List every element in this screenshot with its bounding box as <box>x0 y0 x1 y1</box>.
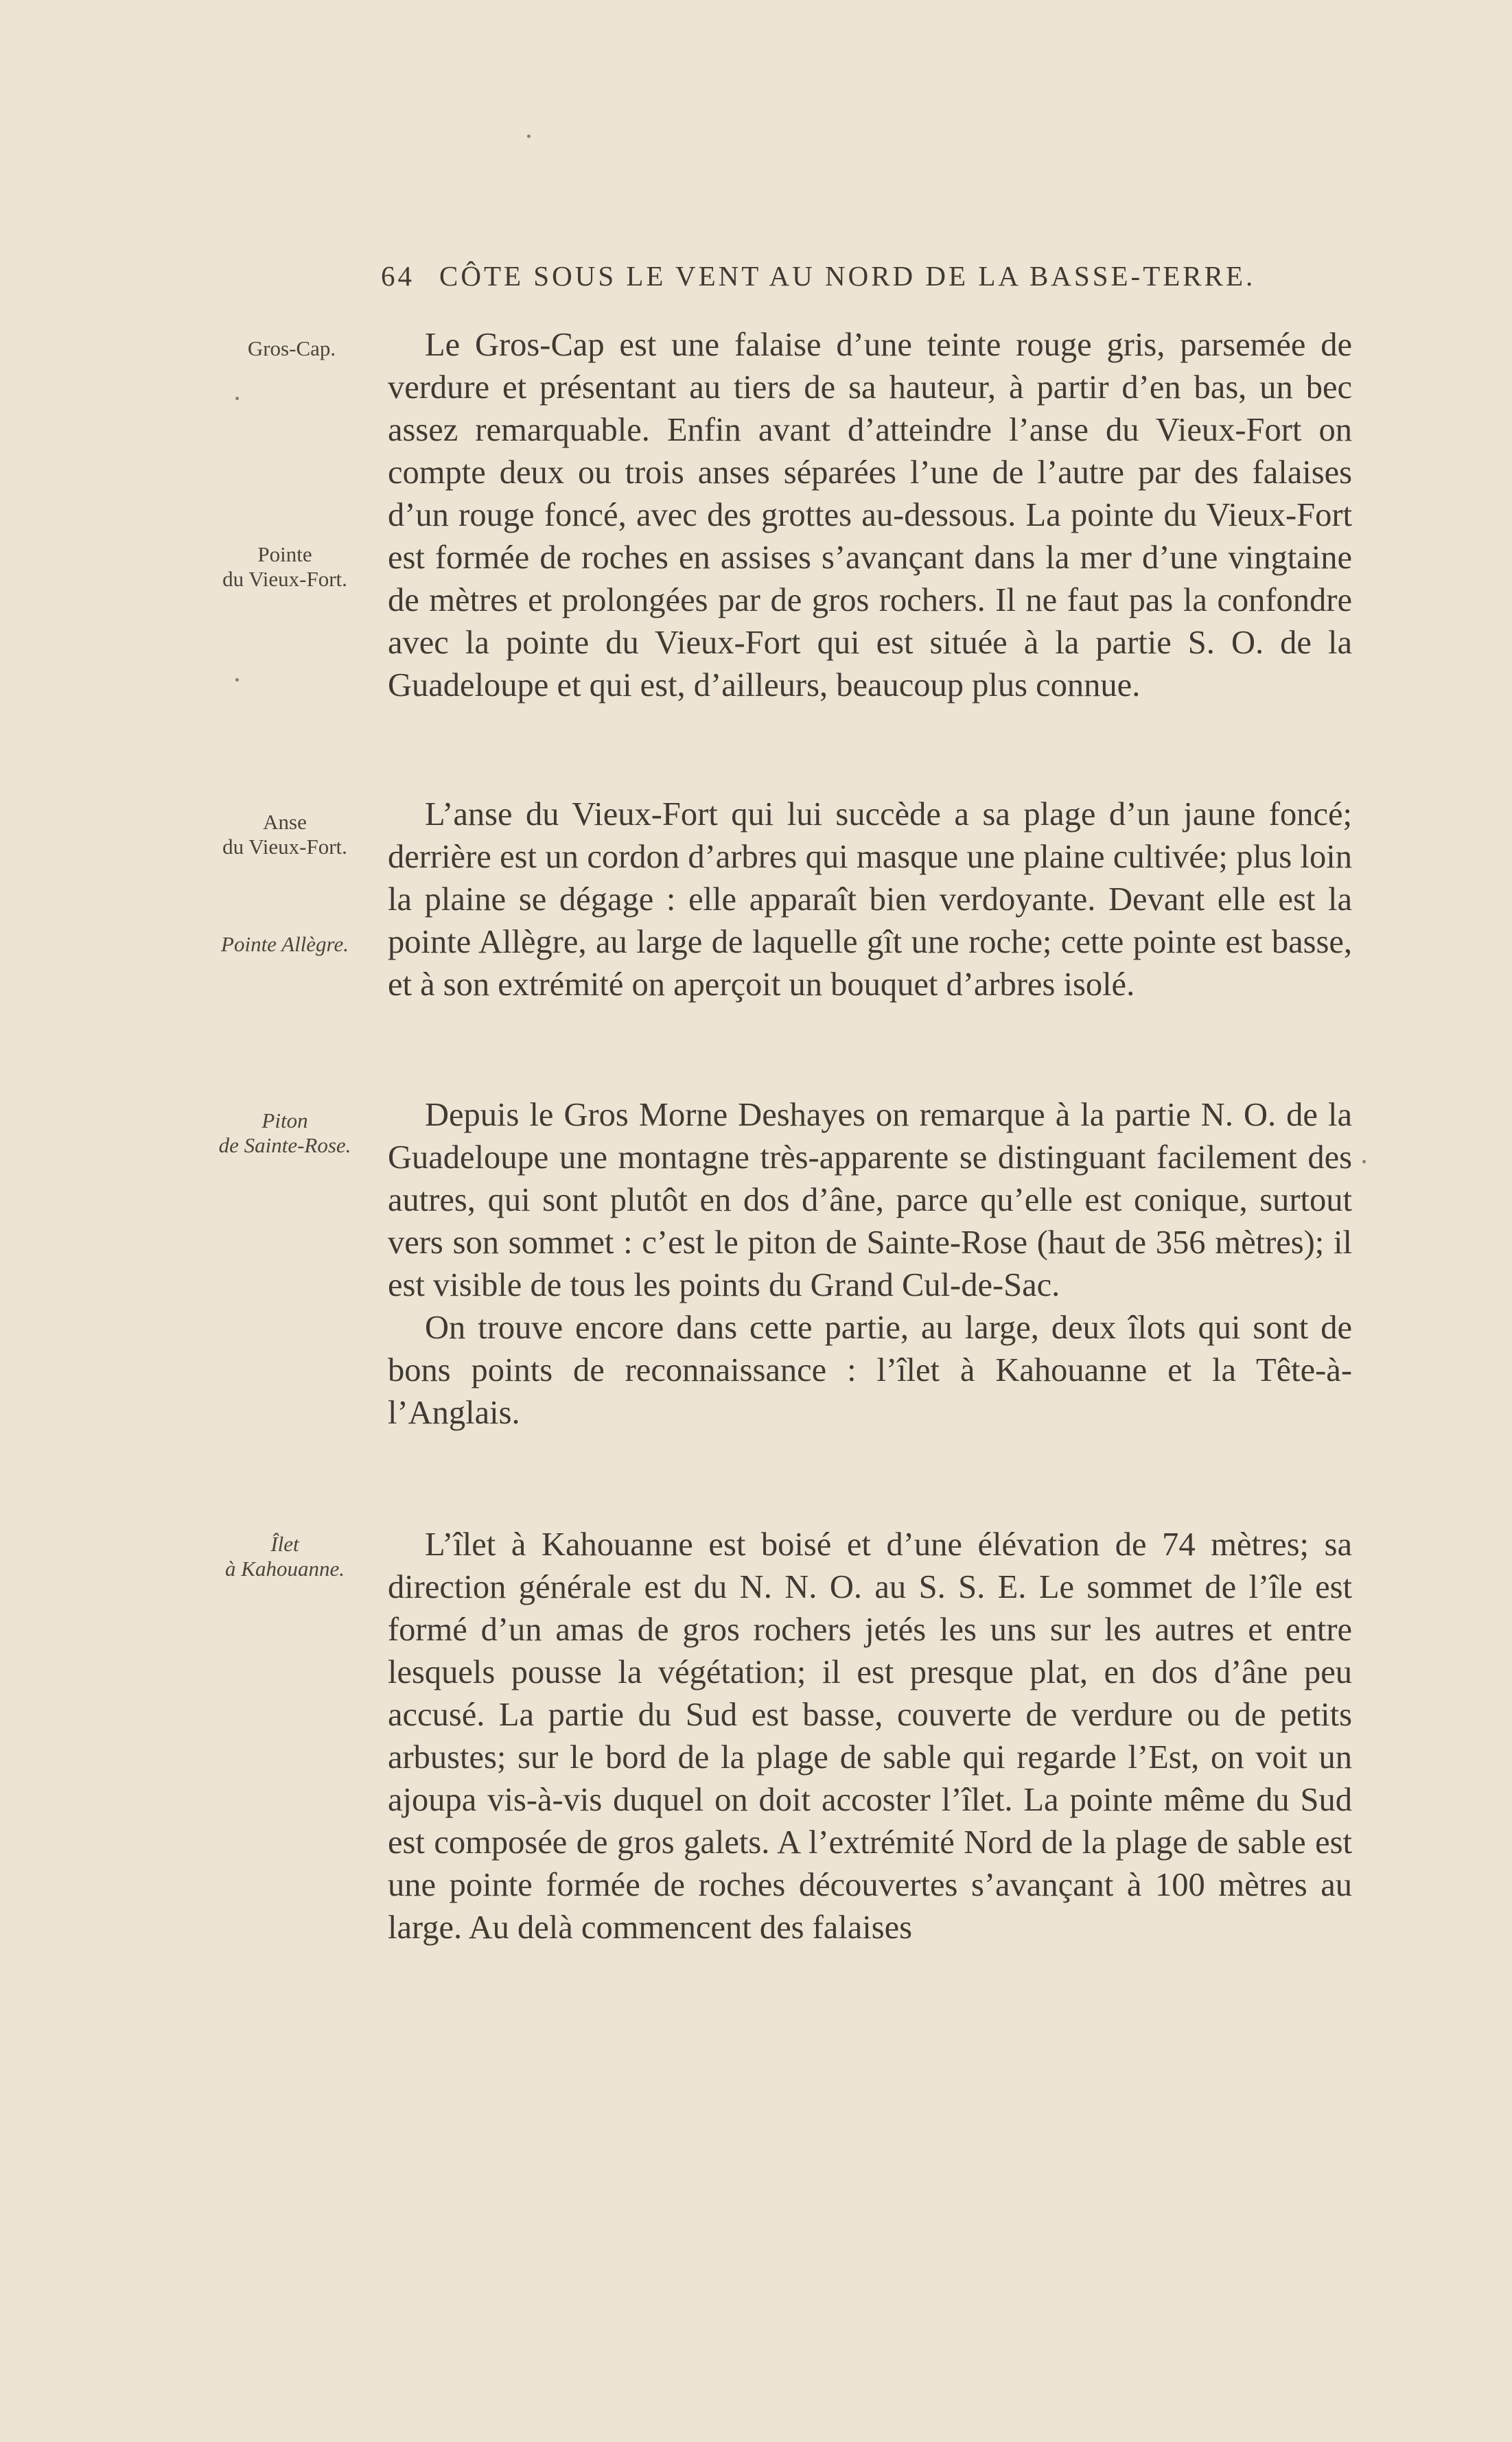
running-title: CÔTE SOUS LE VENT AU NORD DE LA BASSE-TERRE. <box>439 260 1256 292</box>
margin-note-pointe-vieux-fort: Pointe du Vieux-Fort. <box>222 542 347 591</box>
paragraph-anse-vieux-fort: L’anse du Vieux-Fort qui lui succède a sa plage d’un jaune foncé; derrière est un cordon d’arbres qui masque une plaine cultivée; plus loin la plaine se dégage : elle apparaît bien verdoyante. Devant elle est la pointe Allègre, au large de laquelle gît une roche; cette pointe est basse, et à son extrémité on aperçoit un bouquet d’arbres isolé. <box>388 796 1352 1003</box>
body-block-3 <box>388 1094 1352 1434</box>
body-block-1 <box>388 324 1352 707</box>
scan-speck <box>527 135 531 138</box>
margin-note-piton-sainte-rose: Piton de Sainte-Rose. <box>218 1108 351 1157</box>
scan-speck <box>235 678 239 682</box>
paragraph-gros-cap: Le Gros-Cap est une falaise d’une teinte rouge gris, parsemée de verdure et présentant au tiers de sa hauteur, à partir d’en bas, un bec assez remarquable. Enfin avant d’atteindre l’anse du Vieux-Fort on compte deux ou trois anses séparées l’une de l’autre par des falaises d’un rouge foncé, avec des grottes au-dessous. La pointe du Vieux-Fort est formée de roches en assises s’avançant dans la mer d’une vingtaine de mètres et prolongées par de gros rochers. Il ne faut pas la confondre avec la pointe du Vieux-Fort qui est située à la partie S. O. de la Guadeloupe et qui est, d’ailleurs, beaucoup plus connue. <box>388 327 1352 703</box>
scan-speck <box>235 397 239 400</box>
paragraph-piton-sainte-rose: Depuis le Gros Morne Deshayes on remarque à la partie N. O. de la Guadeloupe une montagne très-apparente se distinguant facilement des autres, qui sont plutôt en dos d’âne, parce qu’elle est conique, surtout vers son sommet : c’est le piton de Sainte-Rose (haut de 356 mètres); il est visible de tous les points du Grand Cul-de-Sac. <box>388 1097 1352 1303</box>
margin-note-pointe-allegre: Pointe Allègre. <box>221 932 349 956</box>
margin-note-anse-vieux-fort: Anse du Vieux-Fort. <box>222 810 347 859</box>
margin-note-gros-cap: Gros-Cap. <box>247 336 336 360</box>
paragraph-ilots: On trouve encore dans cette partie, au large, deux îlots qui sont de bons points de reconnaissance : l’îlet à Kahouanne et la Tête-à-l’Anglais. <box>388 1310 1352 1431</box>
page-number: 64 <box>381 260 415 292</box>
paragraph-ilet-kahouanne: L’îlet à Kahouanne est boisé et d’une élévation de 74 mètres; sa direction générale est du N. N. O. au S. S. E. Le sommet de l’île est formé d’un amas de gros rochers jetés les uns sur les autres et entre lesquels pousse la végétation; il est presque plat, en dos d’âne peu accusé. La partie du Sud est basse, couverte de verdure ou de petits arbustes; sur le bord de la plage de sable qui regarde l’Est, on voit un ajoupa vis-à-vis duquel on doit accoster l’îlet. La pointe même du Sud est composée de gros galets. A l’extrémité Nord de la plage de sable est une pointe formée de roches découvertes s’avançant à 100 mètres au large. Au delà commencent des falaises <box>388 1526 1352 1946</box>
body-block-2 <box>388 793 1352 1006</box>
scan-speck <box>1362 1160 1366 1163</box>
body-block-4 <box>388 1524 1352 1949</box>
running-header <box>381 259 1352 292</box>
margin-note-ilet-kahouanne: Îlet à Kahouanne. <box>225 1532 345 1581</box>
